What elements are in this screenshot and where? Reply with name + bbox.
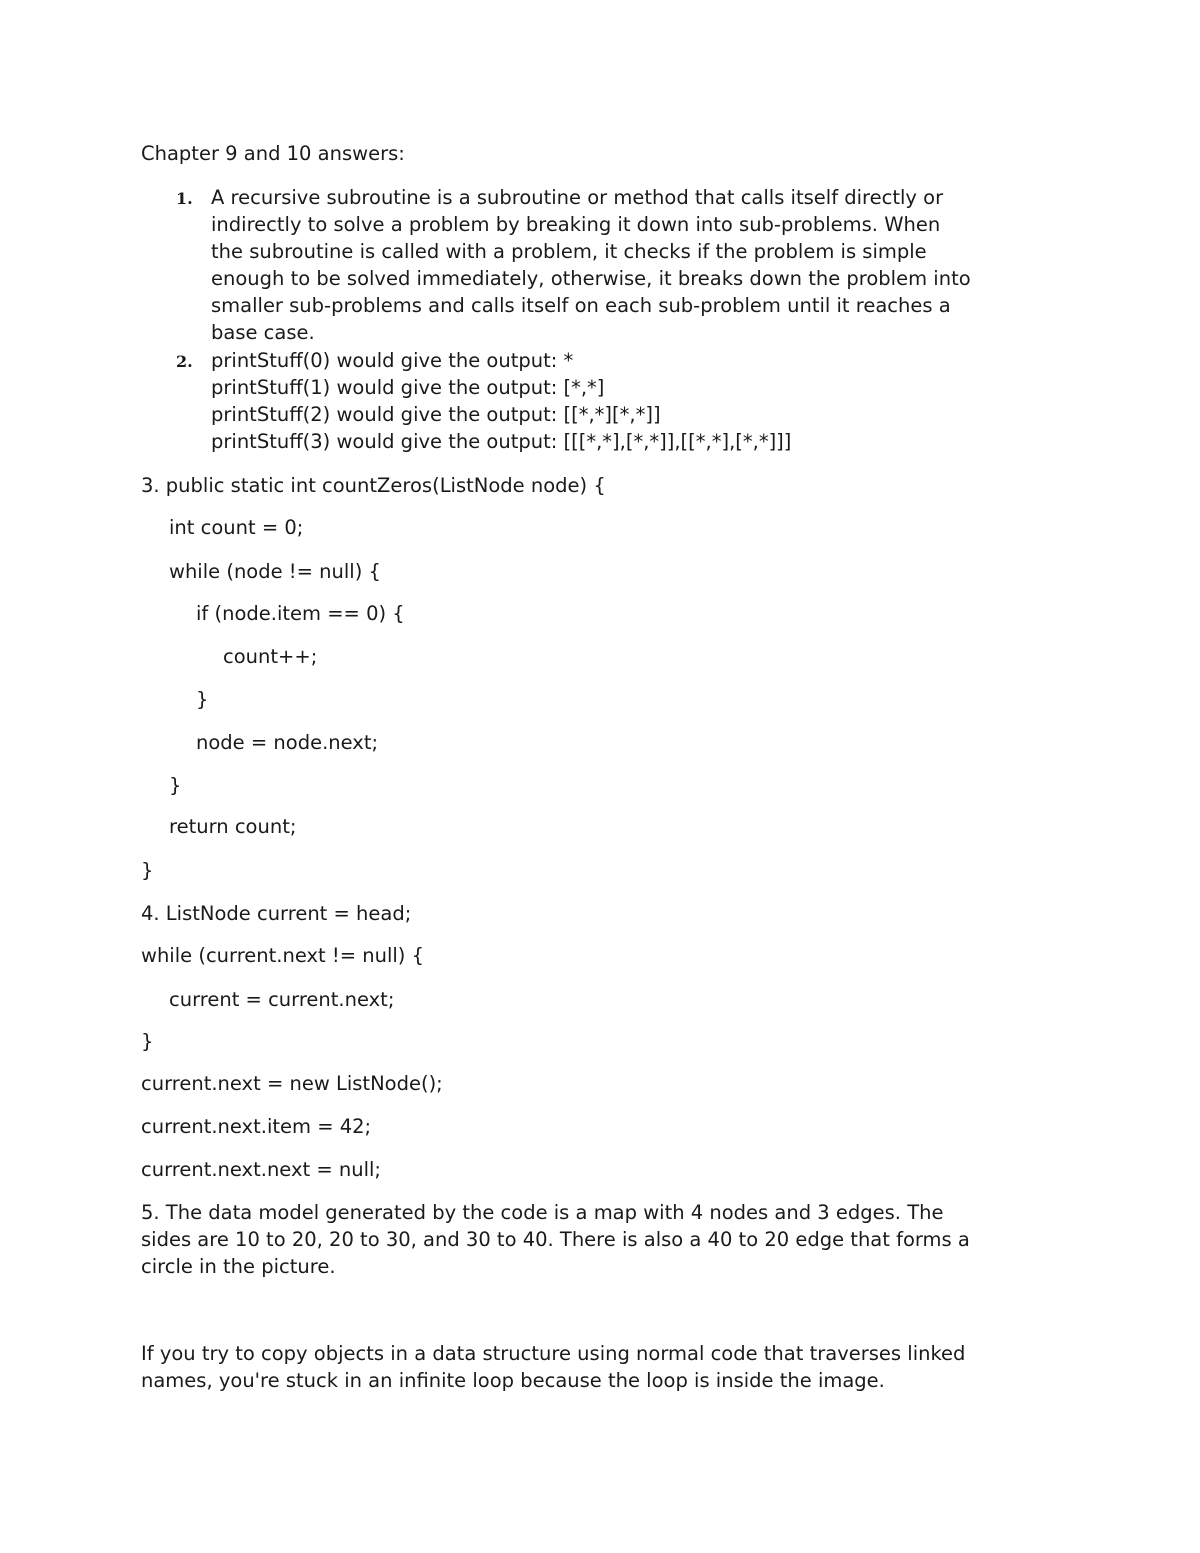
answer-5-line: sides are 10 to 20, 20 to 30, and 30 to 40. There is also a 40 to 20 edge that forms a — [141, 1228, 970, 1251]
answer-3-code-line: } — [169, 774, 182, 797]
answer-1-line: smaller sub-problems and calls itself on each sub-problem until it reaches a — [211, 294, 951, 317]
answer-4-code-line: } — [141, 1030, 154, 1053]
closing-line: names, you're stuck in an infinite loop because the loop is inside the image. — [141, 1369, 885, 1392]
answer-1-line: base case. — [211, 321, 315, 344]
closing-paragraph — [141, 1340, 1071, 1394]
answer-4-code-line: 4. ListNode current = head; — [141, 902, 412, 925]
answer-4-code-line: current = current.next; — [169, 988, 395, 1011]
answer-5-line: 5. The data model generated by the code is a map with 4 nodes and 3 edges. The — [141, 1201, 944, 1224]
answer-4-code-line: current.next = new ListNode(); — [141, 1072, 443, 1095]
answer-2-line: printStuff(0) would give the output: * — [211, 349, 574, 372]
answer-3-code-line: } — [141, 859, 154, 882]
answer-2-line: printStuff(2) would give the output: [[*,*][*,*]] — [211, 403, 661, 426]
answer-2-line: printStuff(3) would give the output: [[[*,*],[*,*]],[[*,*],[*,*]]] — [211, 430, 792, 453]
answer-3-code-line: int count = 0; — [169, 516, 304, 539]
document-heading: Chapter 9 and 10 answers: — [141, 142, 405, 165]
answer-3-code-line: while (node != null) { — [169, 560, 381, 583]
answer-1-text — [211, 184, 1071, 346]
closing-line: If you try to copy objects in a data structure using normal code that traverses linked — [141, 1342, 966, 1365]
answer-4-code-line: current.next.item = 42; — [141, 1115, 372, 1138]
answer-3-code-line: 3. public static int countZeros(ListNode node) { — [141, 474, 606, 497]
answer-3-code-line: count++; — [223, 645, 318, 668]
answer-3-code-line: return count; — [169, 815, 297, 838]
answer-1-line: the subroutine is called with a problem, it checks if the problem is simple — [211, 240, 927, 263]
answer-1-line: A recursive subroutine is a subroutine or method that calls itself directly or — [211, 186, 944, 209]
answer-4-code-line: while (current.next != null) { — [141, 944, 425, 967]
answer-3-code-line: node = node.next; — [196, 731, 379, 754]
answer-5-line: circle in the picture. — [141, 1255, 336, 1278]
list-marker-2: 2. — [176, 352, 193, 371]
answer-4-code-line: current.next.next = null; — [141, 1158, 381, 1181]
answer-1-line: enough to be solved immediately, otherwise, it breaks down the problem into — [211, 267, 971, 290]
answer-5-text — [141, 1199, 1071, 1280]
answer-2-text — [211, 347, 1071, 455]
answer-2-line: printStuff(1) would give the output: [*,*] — [211, 376, 605, 399]
answer-1-line: indirectly to solve a problem by breaking it down into sub-problems. When — [211, 213, 941, 236]
list-marker-1: 1. — [176, 189, 193, 208]
answer-3-code-line: } — [196, 688, 209, 711]
answer-3-code-line: if (node.item == 0) { — [196, 602, 405, 625]
